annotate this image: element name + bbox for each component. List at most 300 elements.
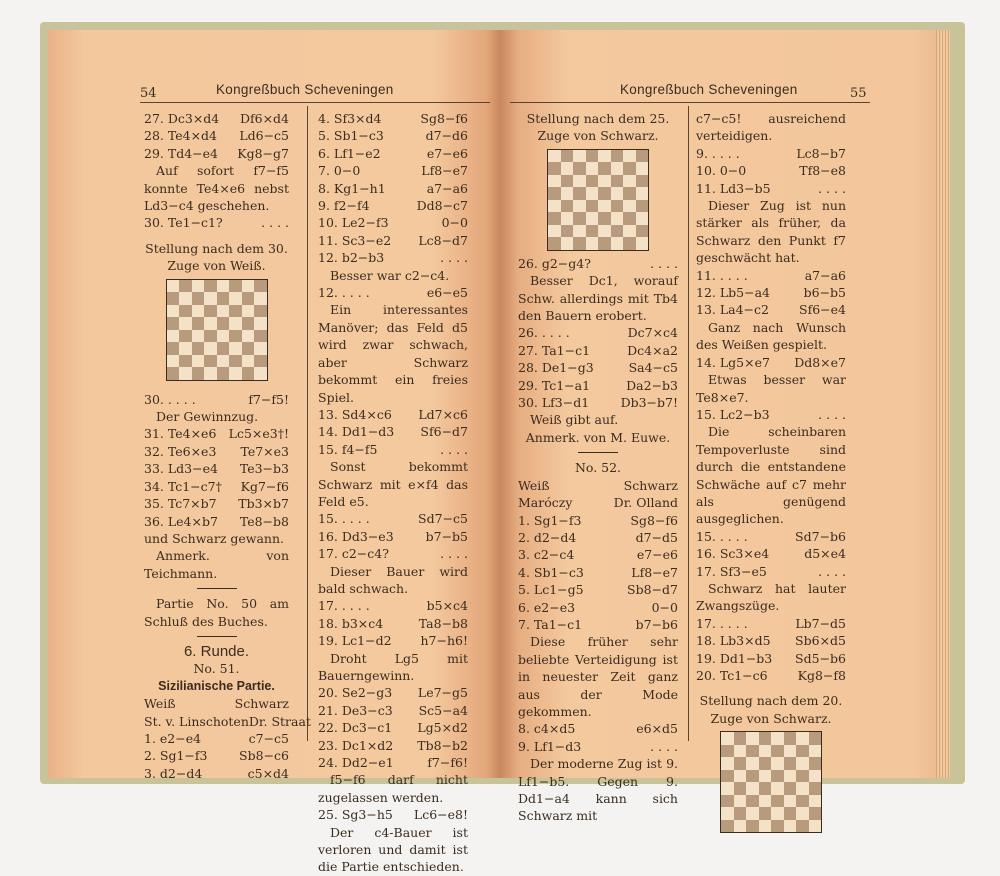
black-move: Lf8−e7	[631, 564, 678, 580]
board-square	[179, 292, 192, 305]
black-move: . . . .	[440, 441, 468, 457]
board-square	[229, 292, 242, 305]
board-square	[179, 355, 192, 368]
board-square	[809, 745, 822, 758]
white-move: 29. Tc1−a1	[518, 377, 591, 393]
white-move: 29. Td4−e4	[144, 145, 218, 161]
board-square	[598, 200, 611, 213]
black-move: Kg8−f8	[797, 668, 846, 683]
move-line	[696, 145, 846, 162]
board-square	[796, 757, 809, 770]
board-square	[623, 162, 636, 175]
white-move: 16. Dd3−e3	[318, 528, 394, 544]
board-square	[254, 342, 267, 355]
white-move: 15. f4−f5	[318, 441, 378, 457]
move-line	[144, 478, 289, 495]
board-square	[623, 212, 636, 225]
black-move: b6−b5	[803, 285, 846, 301]
white-move: 1. e2−e4	[144, 730, 202, 746]
diagram-caption: Stellung nach dem 30. Zuge von Weiß.	[145, 240, 288, 274]
move-line	[696, 632, 846, 649]
board-square	[167, 367, 180, 380]
move-line	[318, 197, 468, 214]
white-move: 11. . . . .	[696, 267, 748, 283]
board-square	[623, 225, 636, 238]
board-square	[561, 150, 574, 163]
black-move: Sf6−d7	[420, 424, 468, 440]
move-line	[518, 512, 678, 529]
board-square	[573, 162, 586, 175]
board-square	[217, 355, 230, 368]
white-move: 32. Te6×e3	[144, 443, 217, 459]
board-square	[229, 305, 242, 318]
black-move: e7−e6	[636, 547, 678, 563]
black-move: . . . .	[818, 406, 846, 422]
diagram-caption: Stellung nach dem 25. Zuge von Schwarz.	[526, 111, 670, 144]
board-square	[611, 212, 624, 225]
board-square	[636, 150, 649, 163]
board-square	[192, 317, 205, 330]
board-square	[734, 770, 747, 783]
board-square	[734, 757, 747, 770]
board-square	[167, 280, 180, 293]
chess-diagram	[720, 731, 822, 833]
black-move: Sc5−a4	[418, 702, 468, 718]
black-move: 0−0	[651, 599, 678, 615]
board-square	[254, 355, 267, 368]
white-move: 2. d2−d4	[518, 529, 577, 545]
board-square	[746, 732, 759, 745]
annotation: Besser war c2−c4.	[330, 267, 450, 283]
annotation: Besser Dc1, worauf Schw. allerdings mit Tb4 den Bauern erobert.	[518, 273, 678, 324]
board-square	[548, 200, 561, 213]
left-column-1	[144, 110, 311, 782]
board-square	[796, 807, 809, 820]
board-square	[721, 732, 734, 745]
black-move: . . . .	[650, 255, 678, 271]
move-line	[144, 391, 289, 408]
move-line	[144, 765, 289, 782]
white-move: 19. Dd1−b3	[696, 650, 773, 666]
board-square	[636, 200, 649, 213]
move-line	[318, 110, 468, 127]
board-square	[217, 305, 230, 318]
board-square	[204, 367, 217, 380]
board-square	[746, 745, 759, 758]
move-line	[518, 342, 678, 359]
move-line	[518, 324, 678, 341]
board-square	[192, 330, 205, 343]
white-move: 17. . . . .	[318, 598, 370, 614]
board-square	[598, 225, 611, 238]
move-line	[318, 162, 468, 179]
result-text: und Schwarz gewann.	[144, 530, 285, 546]
left-page	[48, 30, 500, 875]
board-square	[759, 795, 772, 808]
board-square	[746, 770, 759, 783]
board-square	[242, 317, 255, 330]
move-line	[144, 443, 289, 460]
players-names	[144, 713, 311, 730]
black-move: Kg7−f6	[240, 478, 289, 494]
board-square	[586, 225, 599, 238]
board-square	[623, 237, 636, 250]
board-square	[254, 305, 267, 318]
move-line	[144, 110, 289, 127]
board-square	[167, 305, 180, 318]
black-move: . . . .	[440, 546, 468, 562]
board-square	[167, 355, 180, 368]
white-move: 26. . . . .	[518, 325, 570, 341]
black-move: Dd8×e7	[794, 354, 846, 370]
move-line	[144, 513, 289, 530]
move-line	[318, 719, 468, 736]
black-move: a7−a6	[804, 267, 846, 283]
black-move: 0−0	[441, 215, 468, 231]
white-move: 3. c2−c4	[518, 547, 575, 563]
black-move: Sd7−c5	[418, 511, 468, 527]
board-square	[192, 305, 205, 318]
black-move: Sb8−d7	[627, 582, 678, 598]
board-square	[721, 820, 734, 833]
annotation: Diese früher sehr beliebte Verteidigung ist in neuester Zeit ganz aus der Mode gekommen.	[518, 634, 678, 719]
board-square	[242, 292, 255, 305]
board-square	[548, 162, 561, 175]
board-square	[586, 162, 599, 175]
move-line	[696, 301, 846, 318]
section-rule	[197, 588, 237, 589]
board-square	[759, 757, 772, 770]
annotation: Die scheinbaren Tempoverluste sind durch die entstandene Schwäche auf c7 mehr als genügend ausgeglichen.	[696, 424, 846, 527]
black-move: Sb6×d5	[795, 633, 846, 649]
left-column-2	[318, 110, 468, 876]
white-move: 31. Te4×e6	[144, 426, 217, 442]
black-move: d7−d5	[635, 529, 678, 545]
board-square	[796, 820, 809, 833]
white-move: 12. b2−b3	[318, 250, 385, 266]
board-square	[204, 292, 217, 305]
move-line	[144, 460, 289, 477]
board-square	[636, 212, 649, 225]
black-move: c5×d4	[247, 765, 289, 781]
move-line	[318, 545, 468, 562]
white-move: 26. g2−g4?	[518, 255, 591, 271]
black-player: Dr. Straat	[248, 713, 311, 729]
move-line	[518, 581, 678, 598]
opening-name: Sizilianische Partie.	[158, 678, 275, 693]
board-square	[784, 807, 797, 820]
white-move: 19. Lc1−d2	[318, 633, 392, 649]
black-label: Schwarz	[234, 696, 289, 712]
board-square	[796, 770, 809, 783]
board-square	[784, 732, 797, 745]
right-running-head: Kongreßbuch Scheveningen	[620, 82, 798, 97]
black-player: Dr. Olland	[613, 495, 678, 511]
annotation: Droht Lg5 mit Bauerngewinn.	[318, 650, 468, 683]
board-square	[573, 212, 586, 225]
move-line	[318, 441, 468, 458]
move-line	[696, 563, 846, 580]
board-square	[167, 330, 180, 343]
black-move: Tb8−b2	[417, 737, 468, 753]
board-square	[167, 342, 180, 355]
board-square	[192, 292, 205, 305]
white-move: 20. Se2−g3	[318, 685, 393, 701]
book	[40, 22, 965, 875]
move-line	[696, 267, 846, 284]
black-move: f7−f6!	[427, 755, 468, 771]
black-move: Db3−b7!	[620, 395, 678, 411]
white-move: 34. Tc1−c7†	[144, 478, 222, 494]
board-square	[784, 795, 797, 808]
board-square	[759, 782, 772, 795]
board-square	[179, 280, 192, 293]
white-move: 15. Lc2−b3	[696, 406, 770, 422]
game-number: No. 51.	[193, 661, 240, 677]
move-line	[318, 632, 468, 649]
board-square	[623, 187, 636, 200]
spacer	[696, 684, 846, 692]
black-move: Lg5×d2	[417, 720, 468, 736]
white-move: 28. Te4×d4	[144, 128, 217, 144]
board-square	[598, 212, 611, 225]
move-line	[518, 599, 678, 616]
board-square	[573, 225, 586, 238]
white-move: 9. . . . .	[696, 145, 740, 161]
move-line	[518, 529, 678, 546]
board-square	[809, 732, 822, 745]
move-line	[318, 232, 468, 249]
board-square	[179, 317, 192, 330]
board-square	[561, 187, 574, 200]
white-move: 5. Lc1−g5	[518, 582, 584, 598]
board-square	[636, 237, 649, 250]
board-square	[254, 330, 267, 343]
black-move: Sg8−f6	[630, 512, 678, 528]
move-line	[144, 145, 289, 162]
board-square	[548, 150, 561, 163]
annotation: Auf sofort f7−f5 konnte Te4×e6 nebst Ld3−c4 geschehen.	[144, 163, 289, 214]
chess-diagram	[166, 279, 268, 381]
board-square	[734, 795, 747, 808]
move-line	[518, 720, 678, 737]
board-square	[573, 187, 586, 200]
board-square	[746, 795, 759, 808]
move-line	[318, 754, 468, 771]
board-square	[636, 225, 649, 238]
board-square	[734, 745, 747, 758]
black-move: Kg8−g7	[237, 145, 289, 161]
board-square	[254, 280, 267, 293]
white-move: 18. b3×c4	[318, 615, 384, 631]
board-square	[573, 200, 586, 213]
white-move: 16. Sc3×e4	[696, 546, 770, 562]
white-move: 23. Dc1×d2	[318, 737, 394, 753]
board-square	[204, 355, 217, 368]
black-move: b7−b6	[635, 616, 678, 632]
annotator: Anmerk. von M. Euwe.	[525, 429, 671, 445]
move-line	[318, 684, 468, 701]
white-move: 1. Sg1−f3	[518, 512, 582, 528]
black-move: d7−d6	[425, 128, 468, 144]
white-move: 17. c2−c4?	[318, 546, 389, 562]
white-move: 12. . . . .	[318, 285, 370, 301]
spacer	[144, 232, 289, 240]
board-square	[229, 330, 242, 343]
board-square	[204, 330, 217, 343]
move-line	[318, 510, 468, 527]
board-square	[548, 187, 561, 200]
black-move: Dc7×c4	[627, 325, 678, 341]
white-move: 27. Ta1−c1	[518, 342, 591, 358]
black-move: Sf6−e4	[799, 302, 846, 318]
board-square	[771, 795, 784, 808]
board-square	[229, 367, 242, 380]
black-move: h7−h6!	[420, 633, 468, 649]
page-edges	[936, 30, 950, 778]
black-move: Le7−g5	[417, 685, 468, 701]
board-square	[586, 200, 599, 213]
board-square	[179, 367, 192, 380]
white-move: 8. c4×d5	[518, 721, 576, 737]
move-line	[144, 425, 289, 442]
white-move: 13. Sd4×c6	[318, 406, 392, 422]
board-square	[586, 175, 599, 188]
board-square	[623, 150, 636, 163]
white-move: 9. f2−f4	[318, 198, 370, 214]
black-move: c7−c5	[248, 730, 289, 746]
black-move: Te8−b8	[239, 513, 289, 529]
black-move: Ta8−b8	[418, 615, 468, 631]
black-move: . . . .	[818, 180, 846, 196]
board-square	[636, 162, 649, 175]
board-square	[204, 342, 217, 355]
board-square	[598, 187, 611, 200]
board-square	[204, 280, 217, 293]
move-line	[518, 394, 678, 411]
board-square	[771, 732, 784, 745]
move-line	[144, 495, 289, 512]
board-square	[573, 150, 586, 163]
board-square	[809, 820, 822, 833]
board-square	[611, 187, 624, 200]
move-line	[318, 127, 468, 144]
board-square	[784, 770, 797, 783]
white-move: 3. d2−d4	[144, 765, 203, 781]
board-square	[611, 225, 624, 238]
black-move: . . . .	[440, 250, 468, 266]
white-move: 6. e2−e3	[518, 599, 576, 615]
move-line	[696, 406, 846, 423]
board-square	[636, 187, 649, 200]
board-square	[167, 317, 180, 330]
white-move: 30. Lf3−d1	[518, 395, 590, 411]
white-move: 4. Sb1−c3	[518, 564, 584, 580]
board-square	[623, 175, 636, 188]
left-running-head: Kongreßbuch Scheveningen	[216, 82, 394, 97]
board-square	[192, 280, 205, 293]
annotation: Dieser Bauer wird bald schwach.	[318, 563, 468, 596]
board-square	[586, 187, 599, 200]
players-labels	[144, 695, 289, 712]
board-square	[809, 795, 822, 808]
board-square	[721, 757, 734, 770]
board-square	[611, 175, 624, 188]
annotation: Ein interessantes Manöver; das Feld d5 wird zwar schwach, aber Schwarz bekommt ein freies Spiel.	[318, 302, 468, 405]
move-line	[696, 354, 846, 371]
board-square	[217, 280, 230, 293]
move-line	[318, 806, 468, 823]
white-move: 4. Sf3×d4	[318, 111, 382, 126]
move-line	[144, 127, 289, 144]
board-square	[611, 162, 624, 175]
black-move: Lc8−b7	[796, 145, 846, 161]
board-square	[809, 807, 822, 820]
move-line	[318, 406, 468, 423]
board-square	[229, 317, 242, 330]
board-square	[217, 367, 230, 380]
move-line	[696, 615, 846, 632]
black-move: . . . .	[650, 738, 678, 754]
white-move: 10. Le2−f3	[318, 215, 389, 231]
chess-diagram	[547, 149, 649, 251]
board-square	[561, 200, 574, 213]
board-square	[611, 237, 624, 250]
board-square	[796, 745, 809, 758]
board-square	[784, 745, 797, 758]
move-line	[318, 423, 468, 440]
black-move: Df6×d4	[239, 111, 289, 126]
annotation: Anmerk. von Teichmann.	[144, 548, 289, 581]
move-line	[518, 546, 678, 563]
board-square	[721, 745, 734, 758]
black-move: Lc5×e3†!	[228, 426, 289, 442]
board-square	[548, 212, 561, 225]
annotation: Der Gewinnzug.	[156, 409, 259, 425]
board-square	[734, 820, 747, 833]
board-square	[809, 757, 822, 770]
annotation: c7−c5! ausreichend verteidigen.	[696, 111, 846, 144]
board-square	[204, 317, 217, 330]
annotation: Der moderne Zug ist 9. Lf1−b5. Gegen 9. Dd1−a4 kann sich Schwarz mit	[518, 756, 678, 824]
board-square	[611, 200, 624, 213]
move-line	[318, 528, 468, 545]
black-move: Lf8−e7	[421, 163, 468, 179]
board-square	[784, 757, 797, 770]
diagram-caption: Stellung nach dem 20. Zuge von Schwarz.	[699, 693, 843, 726]
black-move: Lc8−d7	[418, 232, 468, 248]
white-move: 2. Sg1−f3	[144, 748, 208, 764]
white-move: 11. Ld3−b5	[696, 180, 771, 196]
black-move: Te3−b3	[239, 461, 289, 477]
right-page	[500, 30, 950, 824]
left-page-number: 54	[140, 86, 157, 101]
board-square	[721, 795, 734, 808]
white-player: St. v. Linschoten	[144, 713, 249, 729]
black-move: b5×c4	[426, 598, 468, 614]
board-square	[796, 795, 809, 808]
white-move: 14. Lg5×e7	[696, 354, 770, 370]
annotation: Dieser Zug ist nun stärker als früher, da Schwarz den Punkt f7 geschwächt hat.	[696, 198, 846, 266]
board-square	[759, 745, 772, 758]
right-page-number: 55	[850, 86, 867, 101]
move-line	[318, 214, 468, 231]
white-move: 7. Ta1−c1	[518, 616, 583, 632]
black-move: . . . .	[818, 563, 846, 579]
annotation: Sonst bekommt Schwarz mit e×f4 das Feld e5.	[318, 459, 468, 509]
annotation: Der c4-Bauer ist verloren und damit ist die Partie entschieden.	[318, 824, 468, 875]
board-square	[561, 237, 574, 250]
